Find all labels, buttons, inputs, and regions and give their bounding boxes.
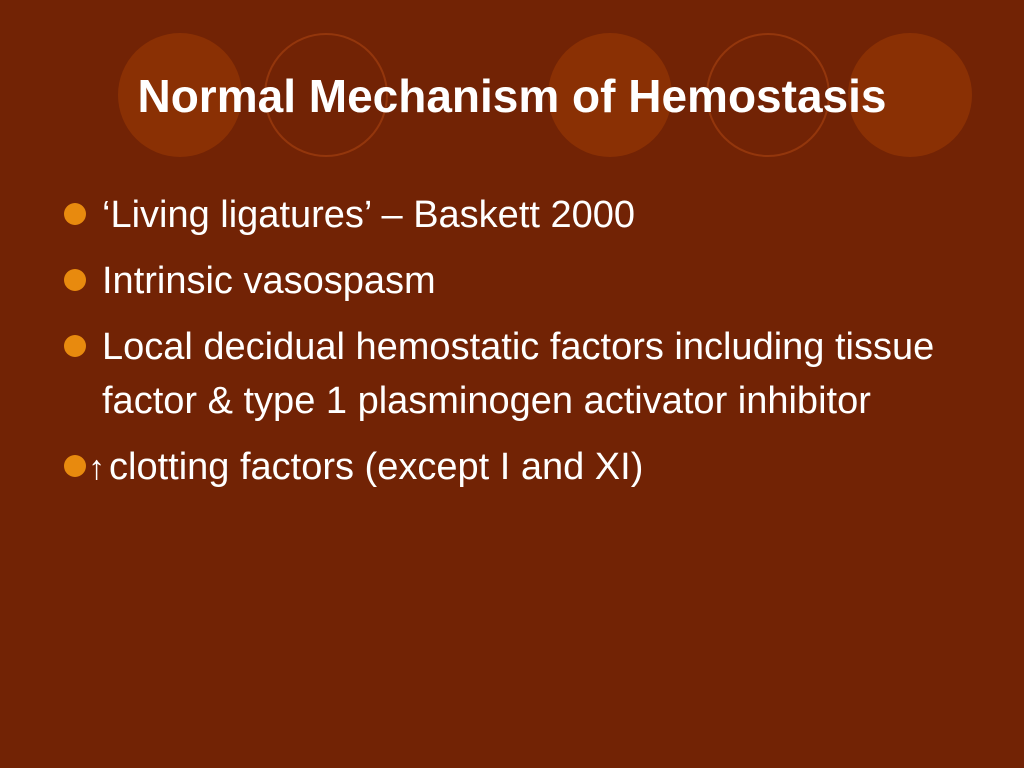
slide-title: Normal Mechanism of Hemostasis [137,70,887,122]
bullet-item [62,188,1002,242]
bullet-dot-icon [64,269,86,291]
bullet-text: ‘Living ligatures’ – Baskett 2000 [102,194,636,236]
bullet-list [62,188,1002,507]
bullet-text: Local decidual hemostatic factors including tissue factor & type 1 plasminogen activator inhibitor [102,326,935,422]
up-arrow-icon: ↑ [88,449,105,487]
bullet-text: clotting factors (except I and XI) [109,446,644,488]
bullet-dot-icon [64,455,86,477]
bullet-dot-icon [64,335,86,357]
bullet-item [62,254,1002,308]
bullet-dot-icon [64,203,86,225]
bullet-text: Intrinsic vasospasm [102,260,436,302]
bullet-item [62,320,1002,428]
bullet-item [62,440,1002,495]
